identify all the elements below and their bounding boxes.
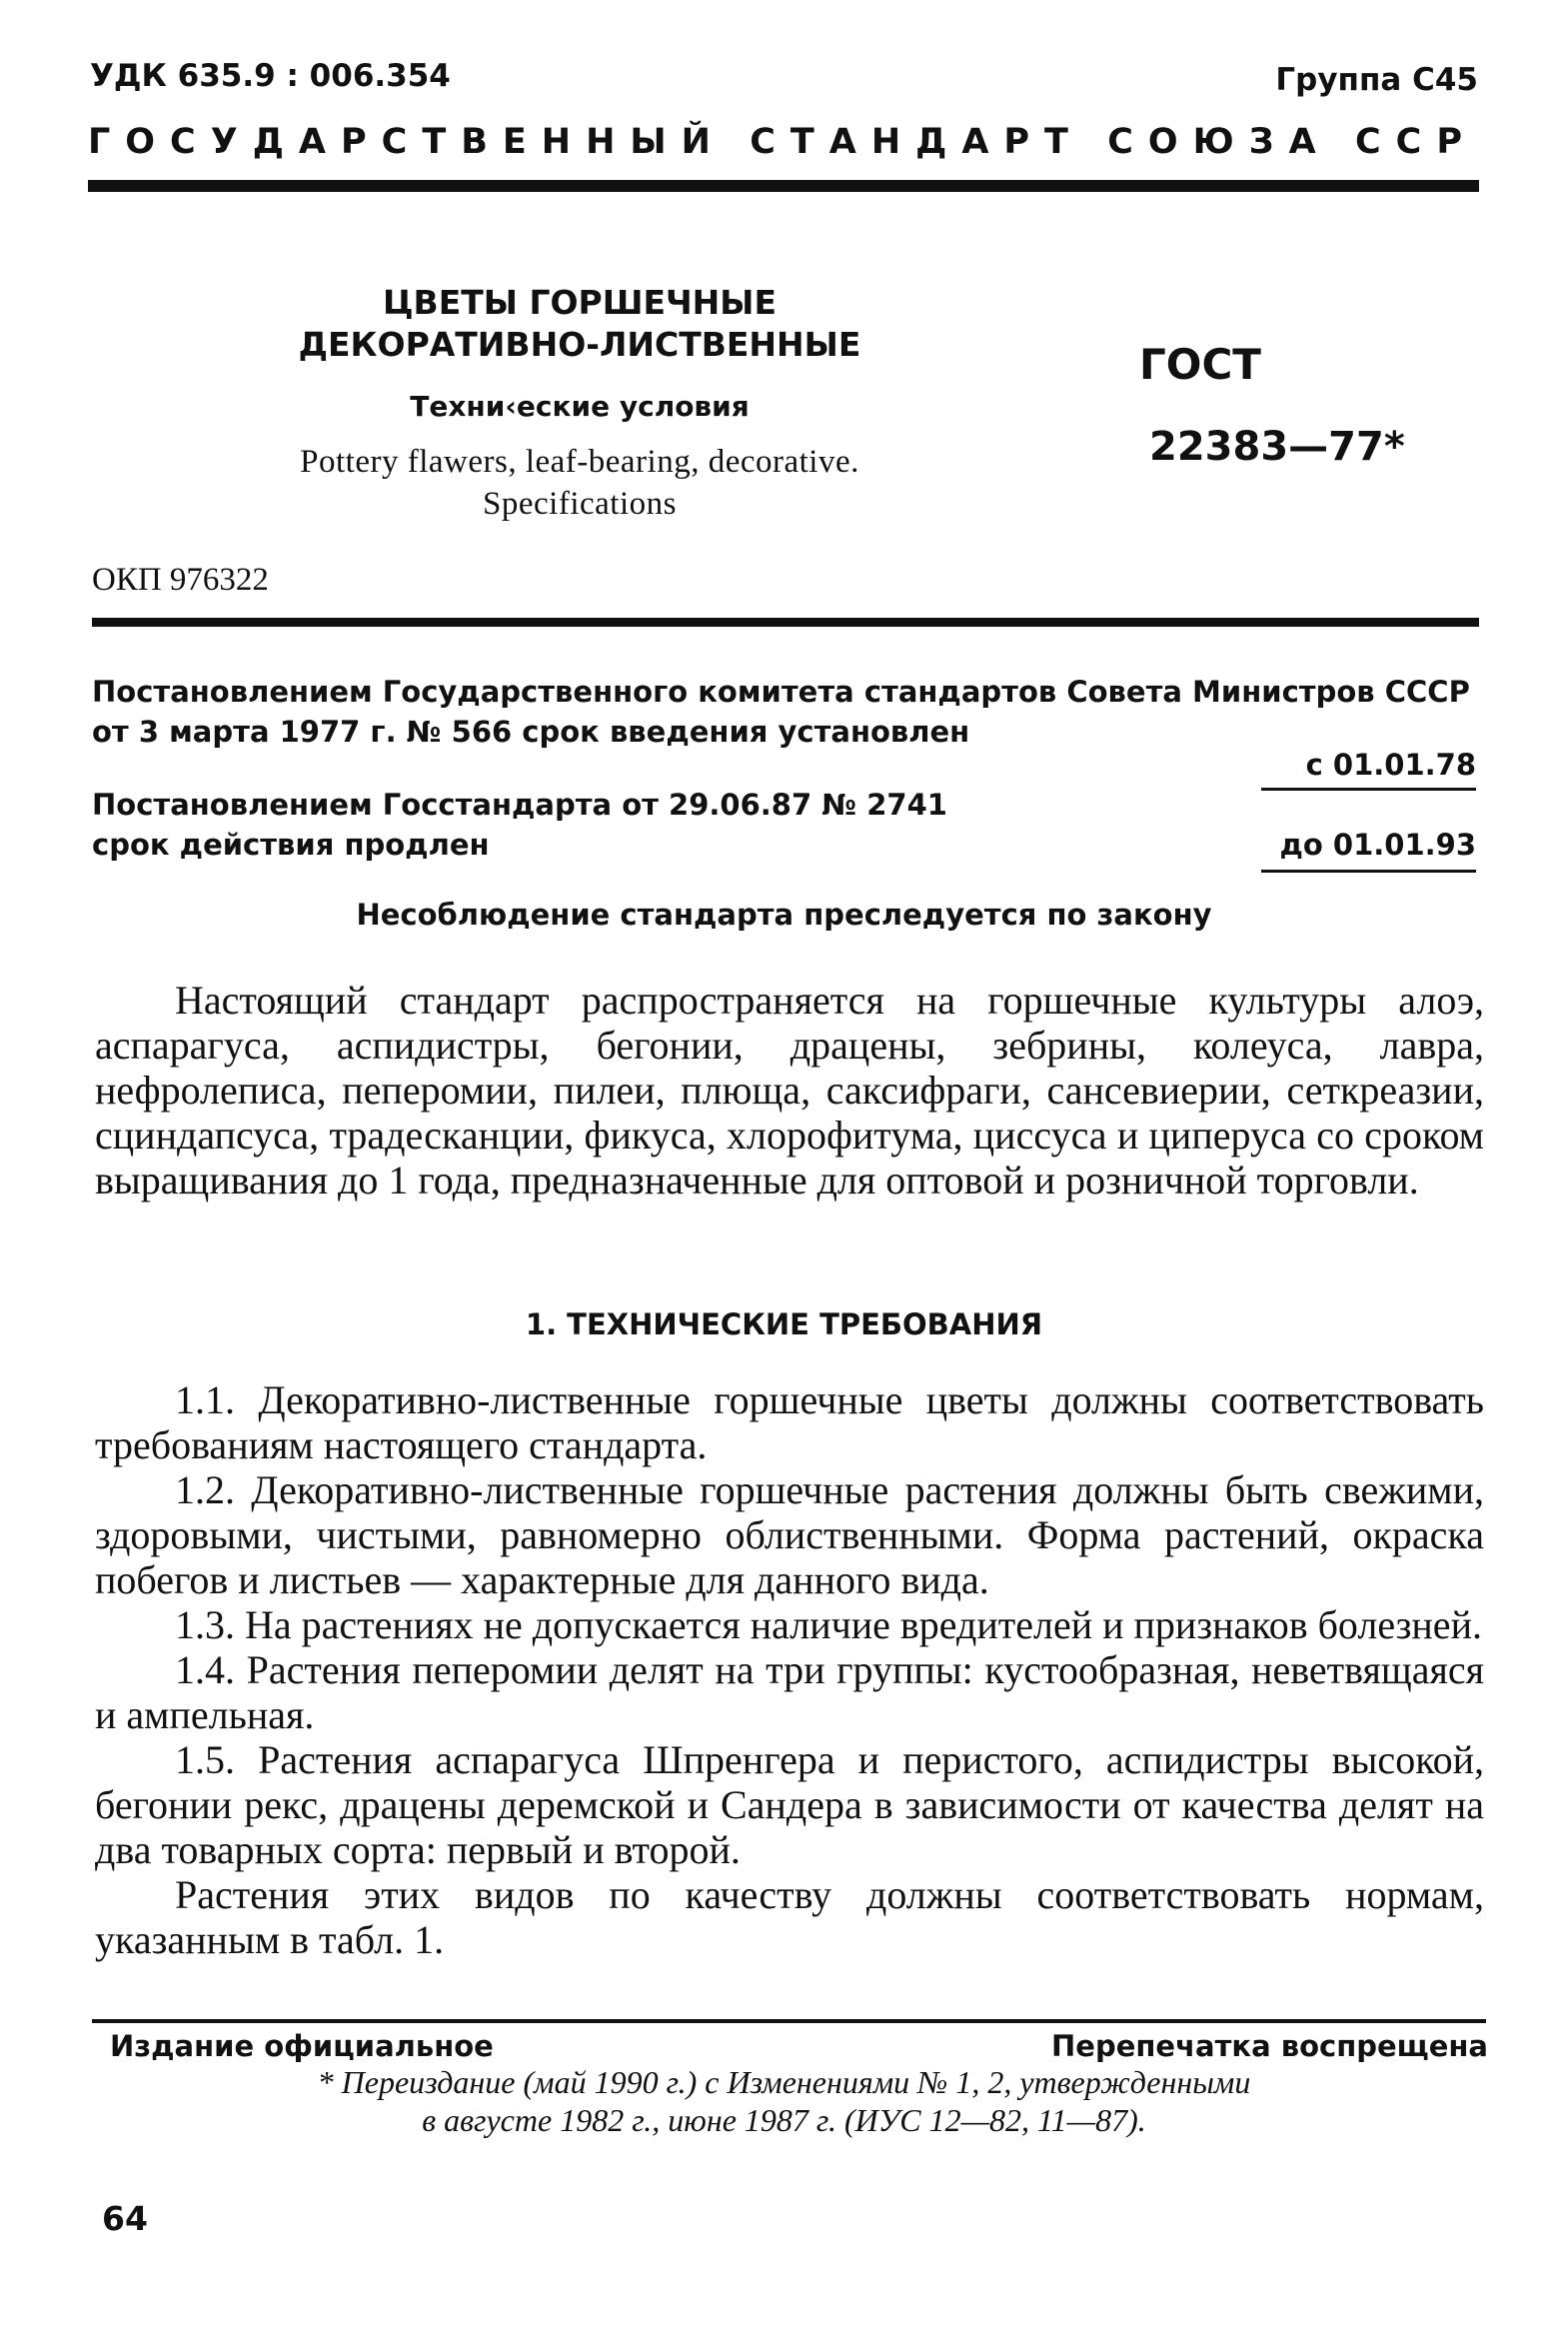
decree-line: срок действия продлен xyxy=(92,828,490,862)
footnote xyxy=(0,2063,1568,2139)
requirement-item: Растения этих видов по качеству должны соответствовать нормам, указанным в табл. 1. xyxy=(95,1872,1484,1962)
english-title xyxy=(230,441,929,525)
page-number: 64 xyxy=(102,2199,148,2238)
state-standard-banner xyxy=(88,122,1477,162)
requirement-item: 1.2. Декоративно-лиственные горшечные растения должны быть свежими, здоровыми, чистыми, равномерно облиственными. Форма растений, окраска побегов и листьев — характерные для данного вида. xyxy=(95,1467,1484,1602)
decree-line: Постановлением Государственного комитета стандартов Совета Министров СССР xyxy=(92,675,1470,709)
group-code: Группа С45 xyxy=(1275,62,1478,98)
title-block xyxy=(230,282,929,525)
requirement-item: 1.5. Растения аспарагуса Шпренгера и перистого, аспидистры высокой, бегонии рекс, драцены деремской и Сандера в зависимости от качества делят на два товарных сорта: первый и второй. xyxy=(95,1737,1484,1872)
decree-line: Постановлением Госстандарта от 29.06.87 № 2741 xyxy=(92,788,947,822)
official-edition: Издание официальное xyxy=(110,2029,494,2063)
section-heading: 1. ТЕХНИЧЕСКИЕ ТРЕБОВАНИЯ xyxy=(525,1307,1043,1341)
header-rule xyxy=(88,180,1479,192)
title-line-1: ЦВЕТЫ ГОРШЕЧНЫЕ xyxy=(382,283,778,322)
expiry-date: до 01.01.93 xyxy=(1279,828,1476,862)
reprint-prohibited: Перепечатка воспрещена xyxy=(1051,2029,1488,2063)
banner-word: СТАНДАРТ xyxy=(750,122,1083,162)
gost-label: ГОСТ xyxy=(1139,340,1261,389)
english-title-line-1: Pottery flawers, leaf-bearing, decorative. xyxy=(300,444,859,480)
title-line-2: ДЕКОРАТИВНО-ЛИСТВЕННЫЕ xyxy=(298,325,861,364)
gost-number: 22383—77* xyxy=(1149,424,1405,470)
requirements-list xyxy=(95,1377,1484,1962)
english-title-line-2: Specifications xyxy=(483,486,677,522)
decree-introduction xyxy=(92,672,1491,752)
banner-word: СОЮЗА xyxy=(1107,122,1331,162)
footnote-line: * Переиздание (май 1990 г.) с Изменениями № 1, 2, утвержденными xyxy=(317,2064,1251,2100)
subtitle: Техни‹еские условия xyxy=(410,390,750,423)
expiry-date-underline xyxy=(1261,870,1476,873)
okp-code: ОКП 976322 xyxy=(92,562,269,598)
decree-extension xyxy=(92,785,1191,865)
footnote-line: в августе 1982 г., июне 1987 г. (ИУС 12—82, 11—87). xyxy=(422,2102,1146,2138)
effective-date-underline xyxy=(1261,788,1476,791)
banner-word: ССР xyxy=(1354,122,1477,162)
decree-line: от 3 марта 1977 г. № 566 срок введения установлен xyxy=(92,715,970,749)
legal-warning: Несоблюдение стандарта преследуется по закону xyxy=(356,898,1212,932)
requirement-item: 1.4. Растения пеперомии делят на три группы: кустообразная, неветвящаяся и ампельная. xyxy=(95,1647,1484,1737)
title-rule xyxy=(92,618,1479,627)
effective-date: с 01.01.78 xyxy=(1305,748,1476,782)
footer-rule xyxy=(92,2019,1486,2023)
requirement-item: 1.3. На растениях не допускается наличие вредителей и признаков болезней. xyxy=(175,1602,1482,1647)
requirement-item: 1.1. Декоративно-лиственные горшечные цветы должны соответствовать требованиям настоящего стандарта. xyxy=(95,1377,1484,1467)
banner-word: ГОСУДАРСТВЕННЫЙ xyxy=(88,122,726,162)
udk-code: УДК 635.9 : 006.354 xyxy=(90,58,451,94)
intro-paragraph: Настоящий стандарт распространяется на горшечные культуры алоэ, аспарагуса, аспидистры, бегонии, драцены, зебрины, колеуса, лавра, нефролеписа, пеперомии, пилеи, плюща, саксифраги, сансевиерии, сеткреазии, сциндапсуса, традесканции, фикуса, хлорофитума, циссуса и циперуса со сроком выращивания до 1 года, предназначенные для оптовой и розничной торговли. xyxy=(95,978,1484,1202)
